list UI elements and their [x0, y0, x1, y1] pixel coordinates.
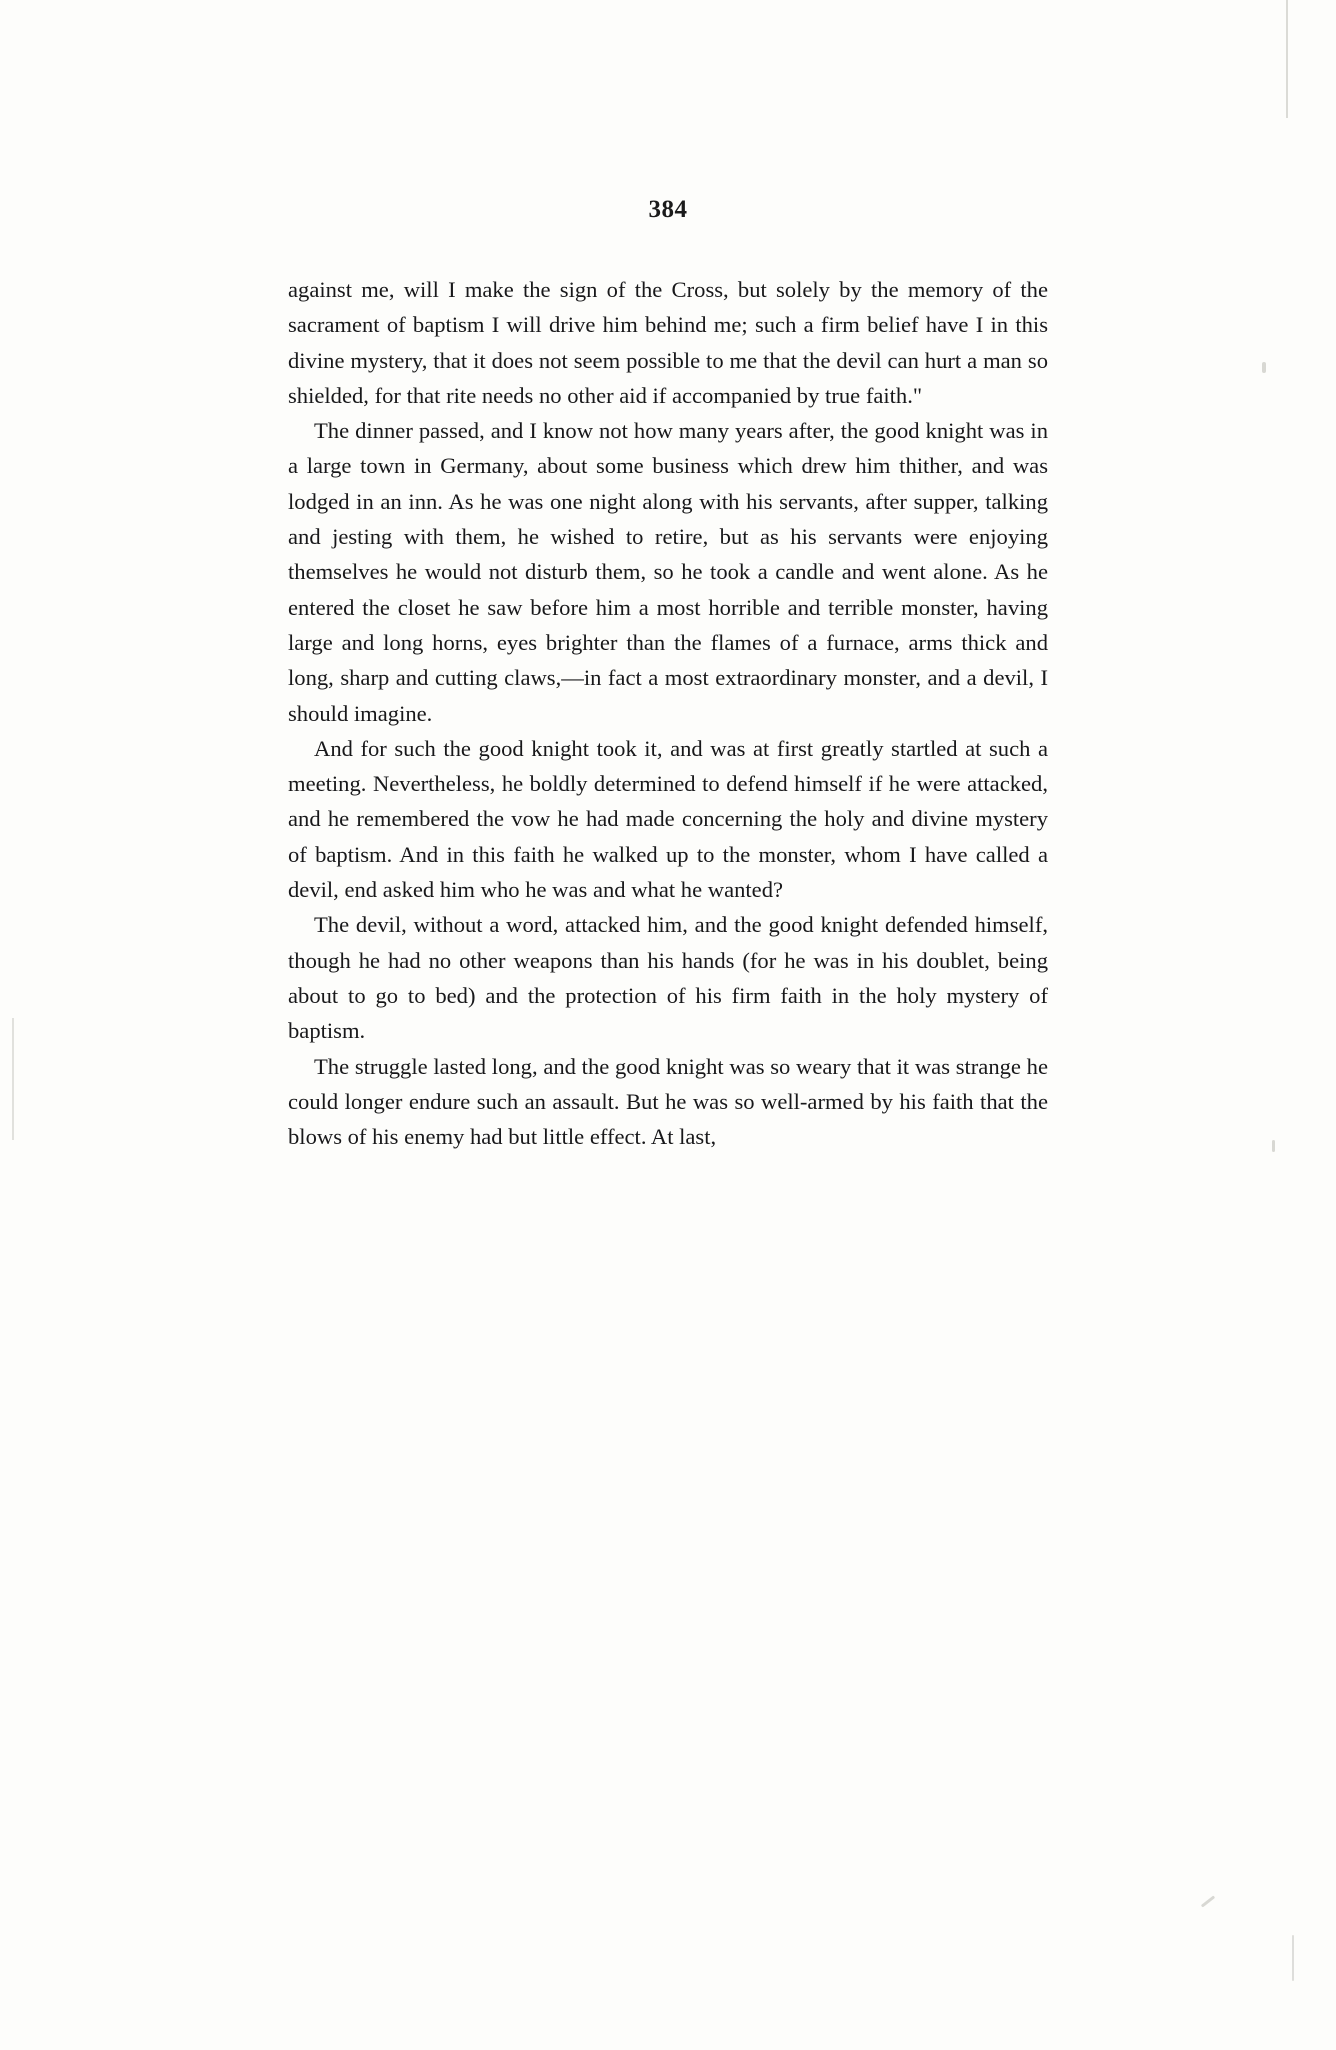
paragraph: against me, will I make the sign of the Cross, but solely by the memory of the sacrament of baptism I will drive him behind me; such a firm belief have I in this divine mystery, that it does not seem possible to me that the devil can hurt a man so shielded, for that rite needs no other aid if accompanied by true faith."	[288, 277, 1048, 408]
paragraph: The devil, without a word, attacked him, and the good knight defended himself, though he had no other weapons than his hands (for he was in his doublet, being about to go to bed) and the protection of his firm faith in the holy mystery of baptism.	[288, 912, 1048, 1044]
body-text-column	[288, 272, 1048, 1154]
paragraph: The struggle lasted long, and the good knight was so weary that it was strange he could longer endure such an assault. But he was so well-armed by his faith that the blows of his enemy had but little effect. At last,	[288, 1053, 1048, 1150]
paragraph: The dinner passed, and I know not how many years after, the good knight was in a large town in Germany, about some business which drew him thither, and was lodged in an inn. As he was one night along with his servants, after supper, talking and jesting with them, he wished to retire, but as his servants were enjoying themselves he would not disturb them, so he took a candle and went alone. As he entered the closet he saw before him a most horrible and terrible monster, having large and long horns, eyes brighter than the flames of a furnace, arms thick and long, sharp and cutting claws,—in fact a most extraordinary monster, and a devil, I should imagine.	[288, 418, 1048, 726]
scan-speck	[1292, 1935, 1294, 1981]
scan-speck	[1201, 1895, 1215, 1907]
scan-artifact-left-line	[12, 1018, 14, 1140]
paragraph: And for such the good knight took it, and was at first greatly startled at such a meeting. Nevertheless, he boldly determined to defend himself if he were attacked, and he remembered the vow he had made concerning the holy and divine mystery of baptism. And in this faith he walked up to the monster, whom I have called a devil, end asked him who he was and what he wanted?	[288, 735, 1048, 903]
page-number: 384	[648, 196, 688, 223]
scan-artifact-right-line	[1286, 0, 1288, 118]
scan-speck	[1262, 362, 1266, 373]
scan-speck	[1272, 1140, 1275, 1152]
